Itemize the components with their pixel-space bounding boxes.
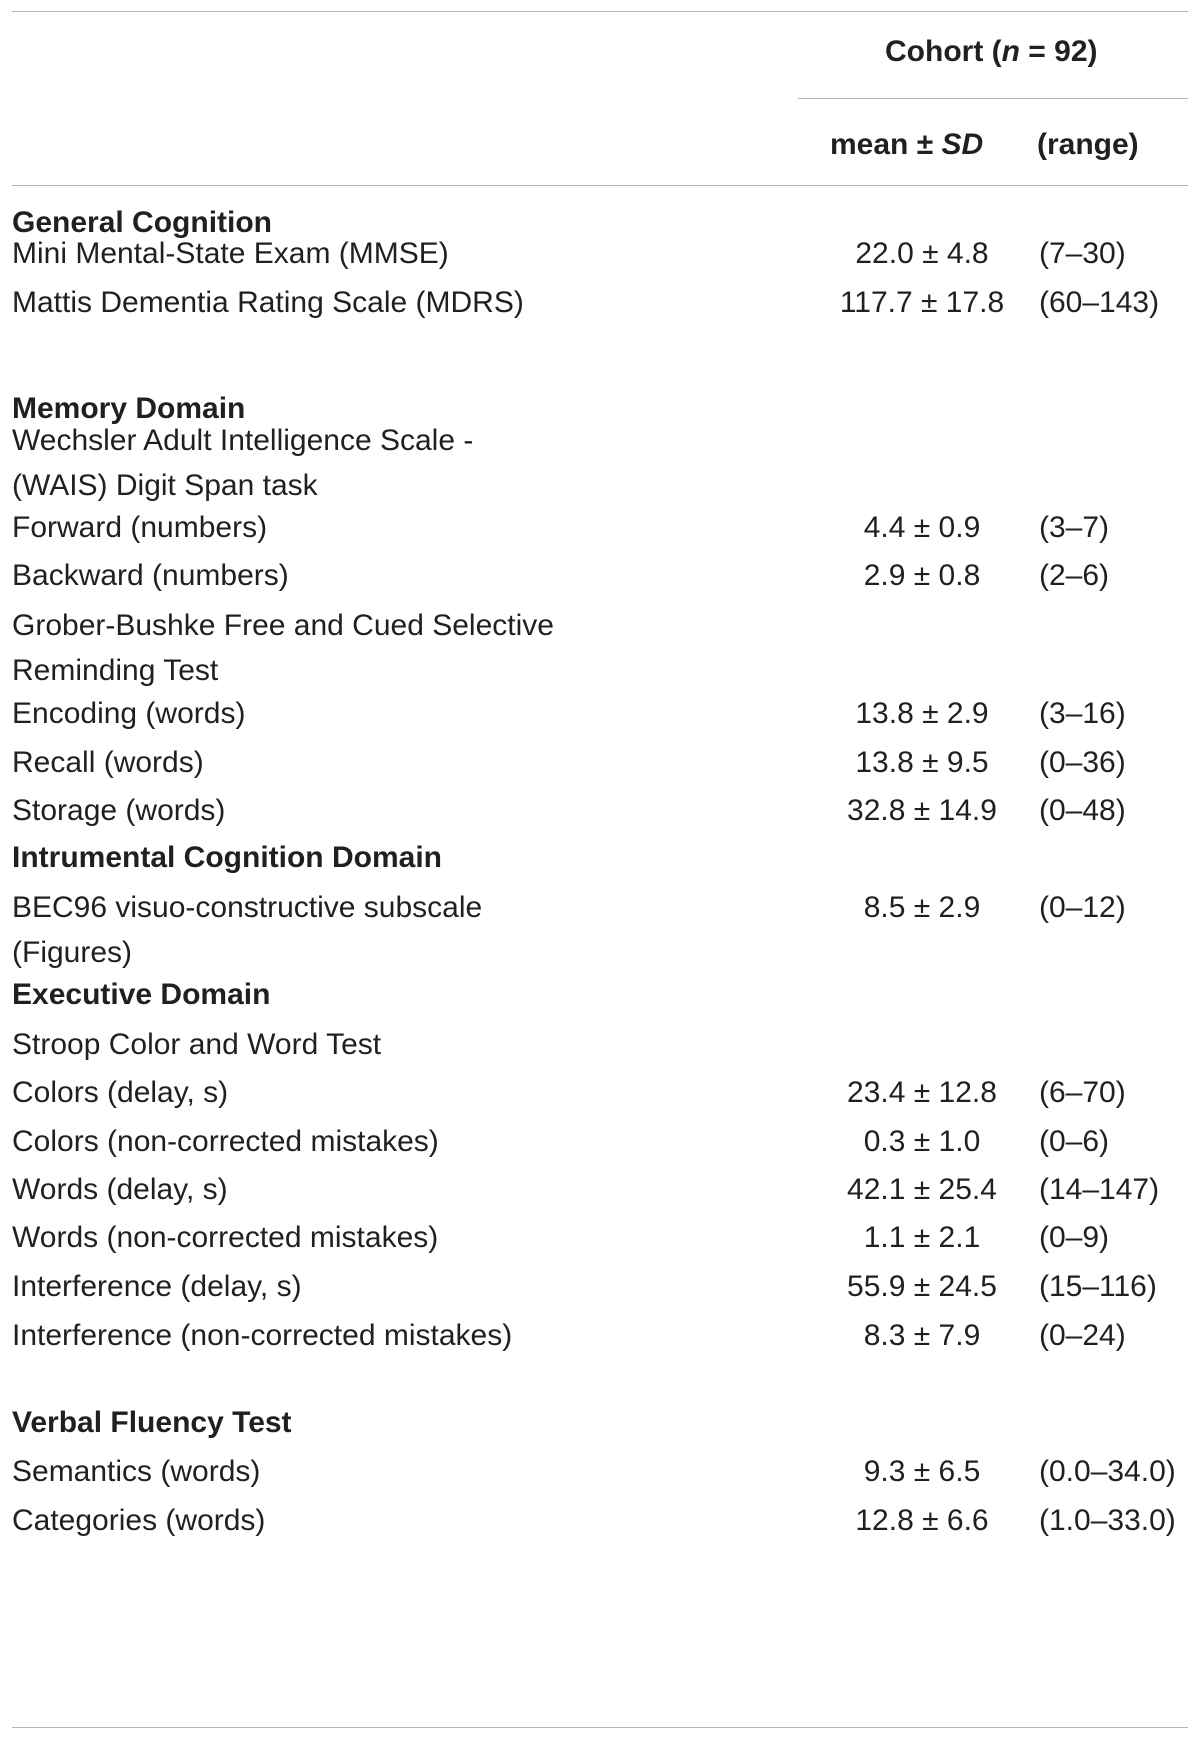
- row-range: (0–12): [1039, 891, 1126, 924]
- row-label: Words (non-corrected mistakes): [12, 1221, 439, 1254]
- mean-header-sd: SD: [941, 128, 984, 161]
- row-range: (3–7): [1039, 511, 1110, 544]
- row-range: (0–36): [1039, 746, 1126, 779]
- row-label: Intrumental Cognition Domain: [12, 841, 442, 874]
- cohort-header-rule: [798, 98, 1188, 99]
- row-label: Recall (words): [12, 746, 204, 779]
- row-label: Stroop Color and Word Test: [12, 1028, 382, 1061]
- cohort-header: [885, 34, 1098, 70]
- row-range: (0–24): [1039, 1319, 1126, 1352]
- row-label: Backward (numbers): [12, 559, 289, 592]
- row-mean-sd: 13.8 ± 2.9: [855, 697, 989, 730]
- cohort-header-n: n: [1001, 35, 1020, 68]
- row-label: Wechsler Adult Intelligence Scale - (WAIS) Digit Span task: [12, 424, 474, 502]
- mean-sd-header: [830, 127, 983, 163]
- row-mean-sd: 23.4 ± 12.8: [847, 1076, 997, 1109]
- row-label: General Cognition: [12, 206, 273, 239]
- row-mean-sd: 22.0 ± 4.8: [855, 237, 989, 270]
- table-top-rule: [12, 11, 1188, 12]
- row-label: Colors (non-corrected mistakes): [12, 1125, 439, 1158]
- row-mean-sd: 32.8 ± 14.9: [847, 794, 997, 827]
- row-range: (14–147): [1039, 1173, 1160, 1206]
- row-mean-sd: 0.3 ± 1.0: [863, 1125, 981, 1158]
- header-bottom-rule: [12, 185, 1188, 186]
- cohort-header-prefix: Cohort (: [885, 35, 1002, 68]
- row-mean-sd: 9.3 ± 6.5: [863, 1455, 981, 1488]
- row-range: (60–143): [1039, 286, 1160, 319]
- row-mean-sd: 42.1 ± 25.4: [847, 1173, 997, 1206]
- row-range: (0–6): [1039, 1125, 1110, 1158]
- row-label: Mattis Dementia Rating Scale (MDRS): [12, 286, 524, 319]
- row-label: Colors (delay, s): [12, 1076, 229, 1109]
- row-range: (6–70): [1039, 1076, 1126, 1109]
- row-mean-sd: 8.5 ± 2.9: [863, 891, 981, 924]
- row-label: Interference (non-corrected mistakes): [12, 1319, 513, 1352]
- row-label: Executive Domain: [12, 978, 271, 1011]
- row-label: Storage (words): [12, 794, 226, 827]
- row-label: Verbal Fluency Test: [12, 1406, 292, 1439]
- row-mean-sd: 1.1 ± 2.1: [863, 1221, 981, 1254]
- row-label: BEC96 visuo-constructive subscale (Figures): [12, 891, 483, 969]
- table-bottom-rule: [12, 1727, 1188, 1728]
- row-label: Memory Domain: [12, 392, 246, 425]
- range-header: (range): [1037, 128, 1139, 161]
- row-label: Semantics (words): [12, 1455, 261, 1488]
- row-mean-sd: 4.4 ± 0.9: [863, 511, 981, 544]
- row-range: (2–6): [1039, 559, 1110, 592]
- row-range: (0–48): [1039, 794, 1126, 827]
- cohort-header-suffix: = 92): [1019, 35, 1098, 68]
- row-mean-sd: 2.9 ± 0.8: [863, 559, 981, 592]
- row-range: (0.0–34.0): [1039, 1455, 1176, 1488]
- row-range: (7–30): [1039, 237, 1126, 270]
- row-mean-sd: 13.8 ± 9.5: [855, 746, 989, 779]
- row-label: Interference (delay, s): [12, 1270, 302, 1303]
- row-range: (0–9): [1039, 1221, 1110, 1254]
- row-range: (15–116): [1039, 1270, 1157, 1303]
- row-label: Words (delay, s): [12, 1173, 228, 1206]
- row-mean-sd: 8.3 ± 7.9: [863, 1319, 981, 1352]
- row-label: Categories (words): [12, 1504, 266, 1537]
- row-range: (3–16): [1039, 697, 1126, 730]
- mean-header-prefix: mean ±: [830, 128, 942, 161]
- row-mean-sd: 55.9 ± 24.5: [847, 1270, 997, 1303]
- row-mean-sd: 117.7 ± 17.8: [839, 286, 1005, 319]
- row-label: Mini Mental-State Exam (MMSE): [12, 237, 449, 270]
- row-range: (1.0–33.0): [1039, 1504, 1176, 1537]
- row-label: Grober-Bushke Free and Cued Selective Reminding Test: [12, 609, 554, 687]
- row-label: Encoding (words): [12, 697, 246, 730]
- row-mean-sd: 12.8 ± 6.6: [855, 1504, 989, 1537]
- row-label: Forward (numbers): [12, 511, 268, 544]
